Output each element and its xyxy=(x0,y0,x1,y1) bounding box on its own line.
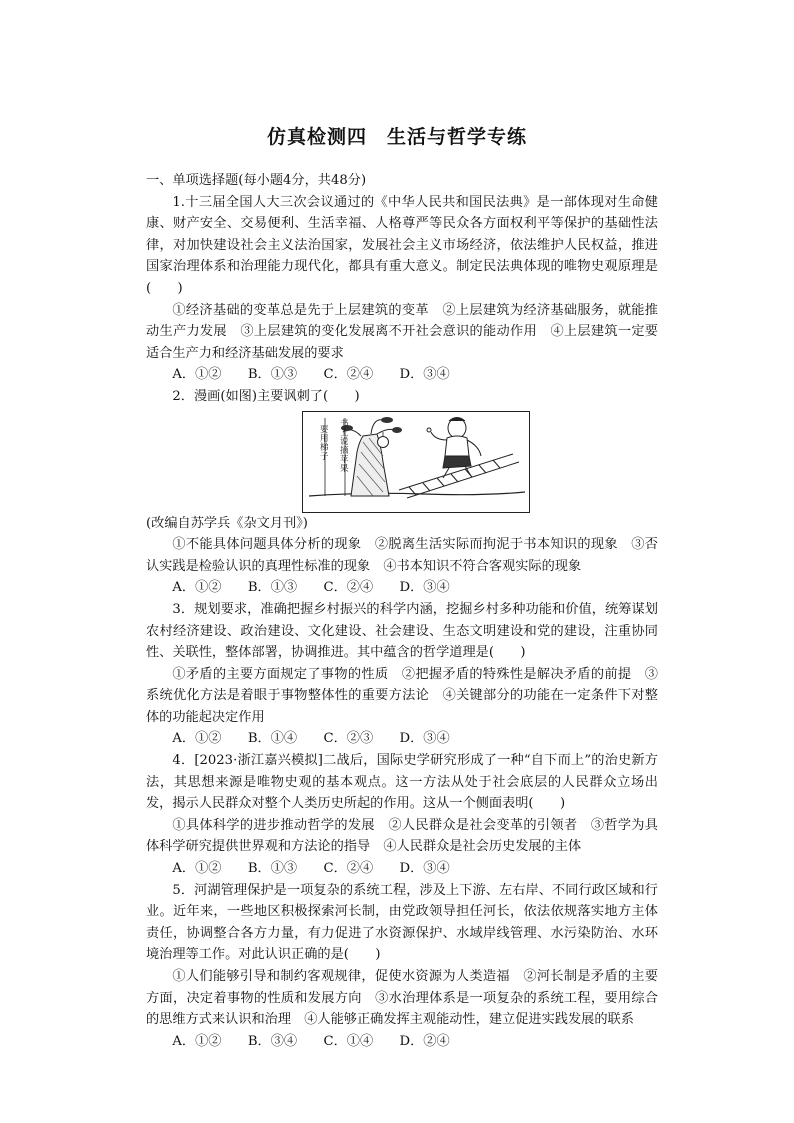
cartoon-illustration xyxy=(303,412,529,512)
content-body xyxy=(146,170,658,1052)
question-1-options: A．①② B．①③ C．②④ D．③④ xyxy=(172,367,450,383)
man-figure xyxy=(427,417,481,478)
question-1-stem: 1.十三届全国人大三次会议通过的《中华人民共和国民法典》是一部体现对生命健康、财产安全、交易便利、生活幸福、人格尊严等民众各方面权利平等保护的基础性法律，对加快建设社会主义法治国家，发展社会主义市场经济，依法维护人民权益，推进国家治理体系和治理能力现代化，都具有重大意义。制定民法典体现的唯物史观原理是( ) xyxy=(146,194,658,296)
question-5-options: A．①② B．③④ C．①④ D．②④ xyxy=(172,1033,450,1049)
question-4-options: A．①② B．①③ C．②④ D．③④ xyxy=(172,861,450,877)
question-5-statements: ①人们能够引导和制约客观规律，促使水资源为人类造福 ②河长制是矛盾的主要方面，决定着事物的性质和发展方向 ③水治理体系是一项复杂的系统工程，要用综合的思维方式来认识和治理 ④人能够正确发挥主观能动性，建立促进实践发展的联系 xyxy=(146,969,658,1028)
sign-left-label: 要用梯子 xyxy=(320,424,329,462)
question-2-options: A．①② B．①③ C．②④ D．③④ xyxy=(172,580,450,596)
section-heading: 一、单项选择题(每小题4分，共48分) xyxy=(146,173,367,188)
question-3-statements: ①矛盾的主要方面规定了事物的性质 ②把握矛盾的特殊性是解决矛盾的前提 ③系统优化方法是着眼于事物整体性的重要方法论 ④关键部分的功能在一定条件下对整体的功能起决定作用 xyxy=(146,666,658,725)
apple-icon xyxy=(378,436,389,447)
question-1-statements: ①经济基础的变革总是先于上层建筑的变革 ②上层建筑为经济基础服务，就能推动生产力发展 ③上层建筑的变化发展离不开社会意识的能动作用 ④上层建筑一定要适合生产力和经济基础发展的要求 xyxy=(146,302,658,361)
question-4-stem: 4．[2023·浙江嘉兴模拟]二战后，国际史学研究形成了一种“自下而上”的治史新方法，其思想来源是唯物史观的基本观点。这一方法从处于社会底层的人民群众立场出发，揭示人民群众对整个人类历史所起的作用。这从一个侧面表明( ) xyxy=(146,753,658,812)
sign-right-label: 书上说摘苹果 xyxy=(340,418,349,474)
question-4-statements: ①具体科学的进步推动哲学的发展 ②人民群众是社会变革的引领者 ③哲学为具体科学研究提供世界观和方法论的指导 ④人民群众是社会历史发展的主体 xyxy=(146,817,658,855)
question-2-statements: ①不能具体问题具体分析的现象 ②脱离生活实际而拘泥于书本知识的现象 ③否认实践是检验认识的真理性标准的现象 ④书本知识不符合客观实际的现象 xyxy=(146,537,658,574)
figure-caption: (改编自苏学兵《杂文月刊》) xyxy=(146,515,308,531)
question-3-options: A．①② B．①④ C．②③ D．③④ xyxy=(172,731,450,747)
question-5-stem: 5．河湖管理保护是一项复杂的系统工程，涉及上下游、左右岸、不同行政区域和行业。近年来，一些地区积极探索河长制，由党政领导担任河长，依法依规落实地方主体责任，协调整合各方力量，有力促进了水资源保护、水域岸线管理、水污染防治、水环境治理等工作。对此认识正确的是( ) xyxy=(146,882,658,963)
question-3-stem: 3．规划要求，准确把握乡村振兴的科学内涵，挖掘乡村多种功能和价值，统筹谋划农村经济建设、政治建设、文化建设、社会建设、生态文明建设和党的建设，注重协同性、关联性，整体部署，协调推进。其中蕴含的哲学道理是( ) xyxy=(146,601,658,661)
question-2-stem: 2．漫画(如图)主要讽刺了( ) xyxy=(172,388,360,404)
page-title: 仿真检测四 生活与哲学专练 xyxy=(266,126,527,148)
cartoon-figure xyxy=(302,411,530,513)
